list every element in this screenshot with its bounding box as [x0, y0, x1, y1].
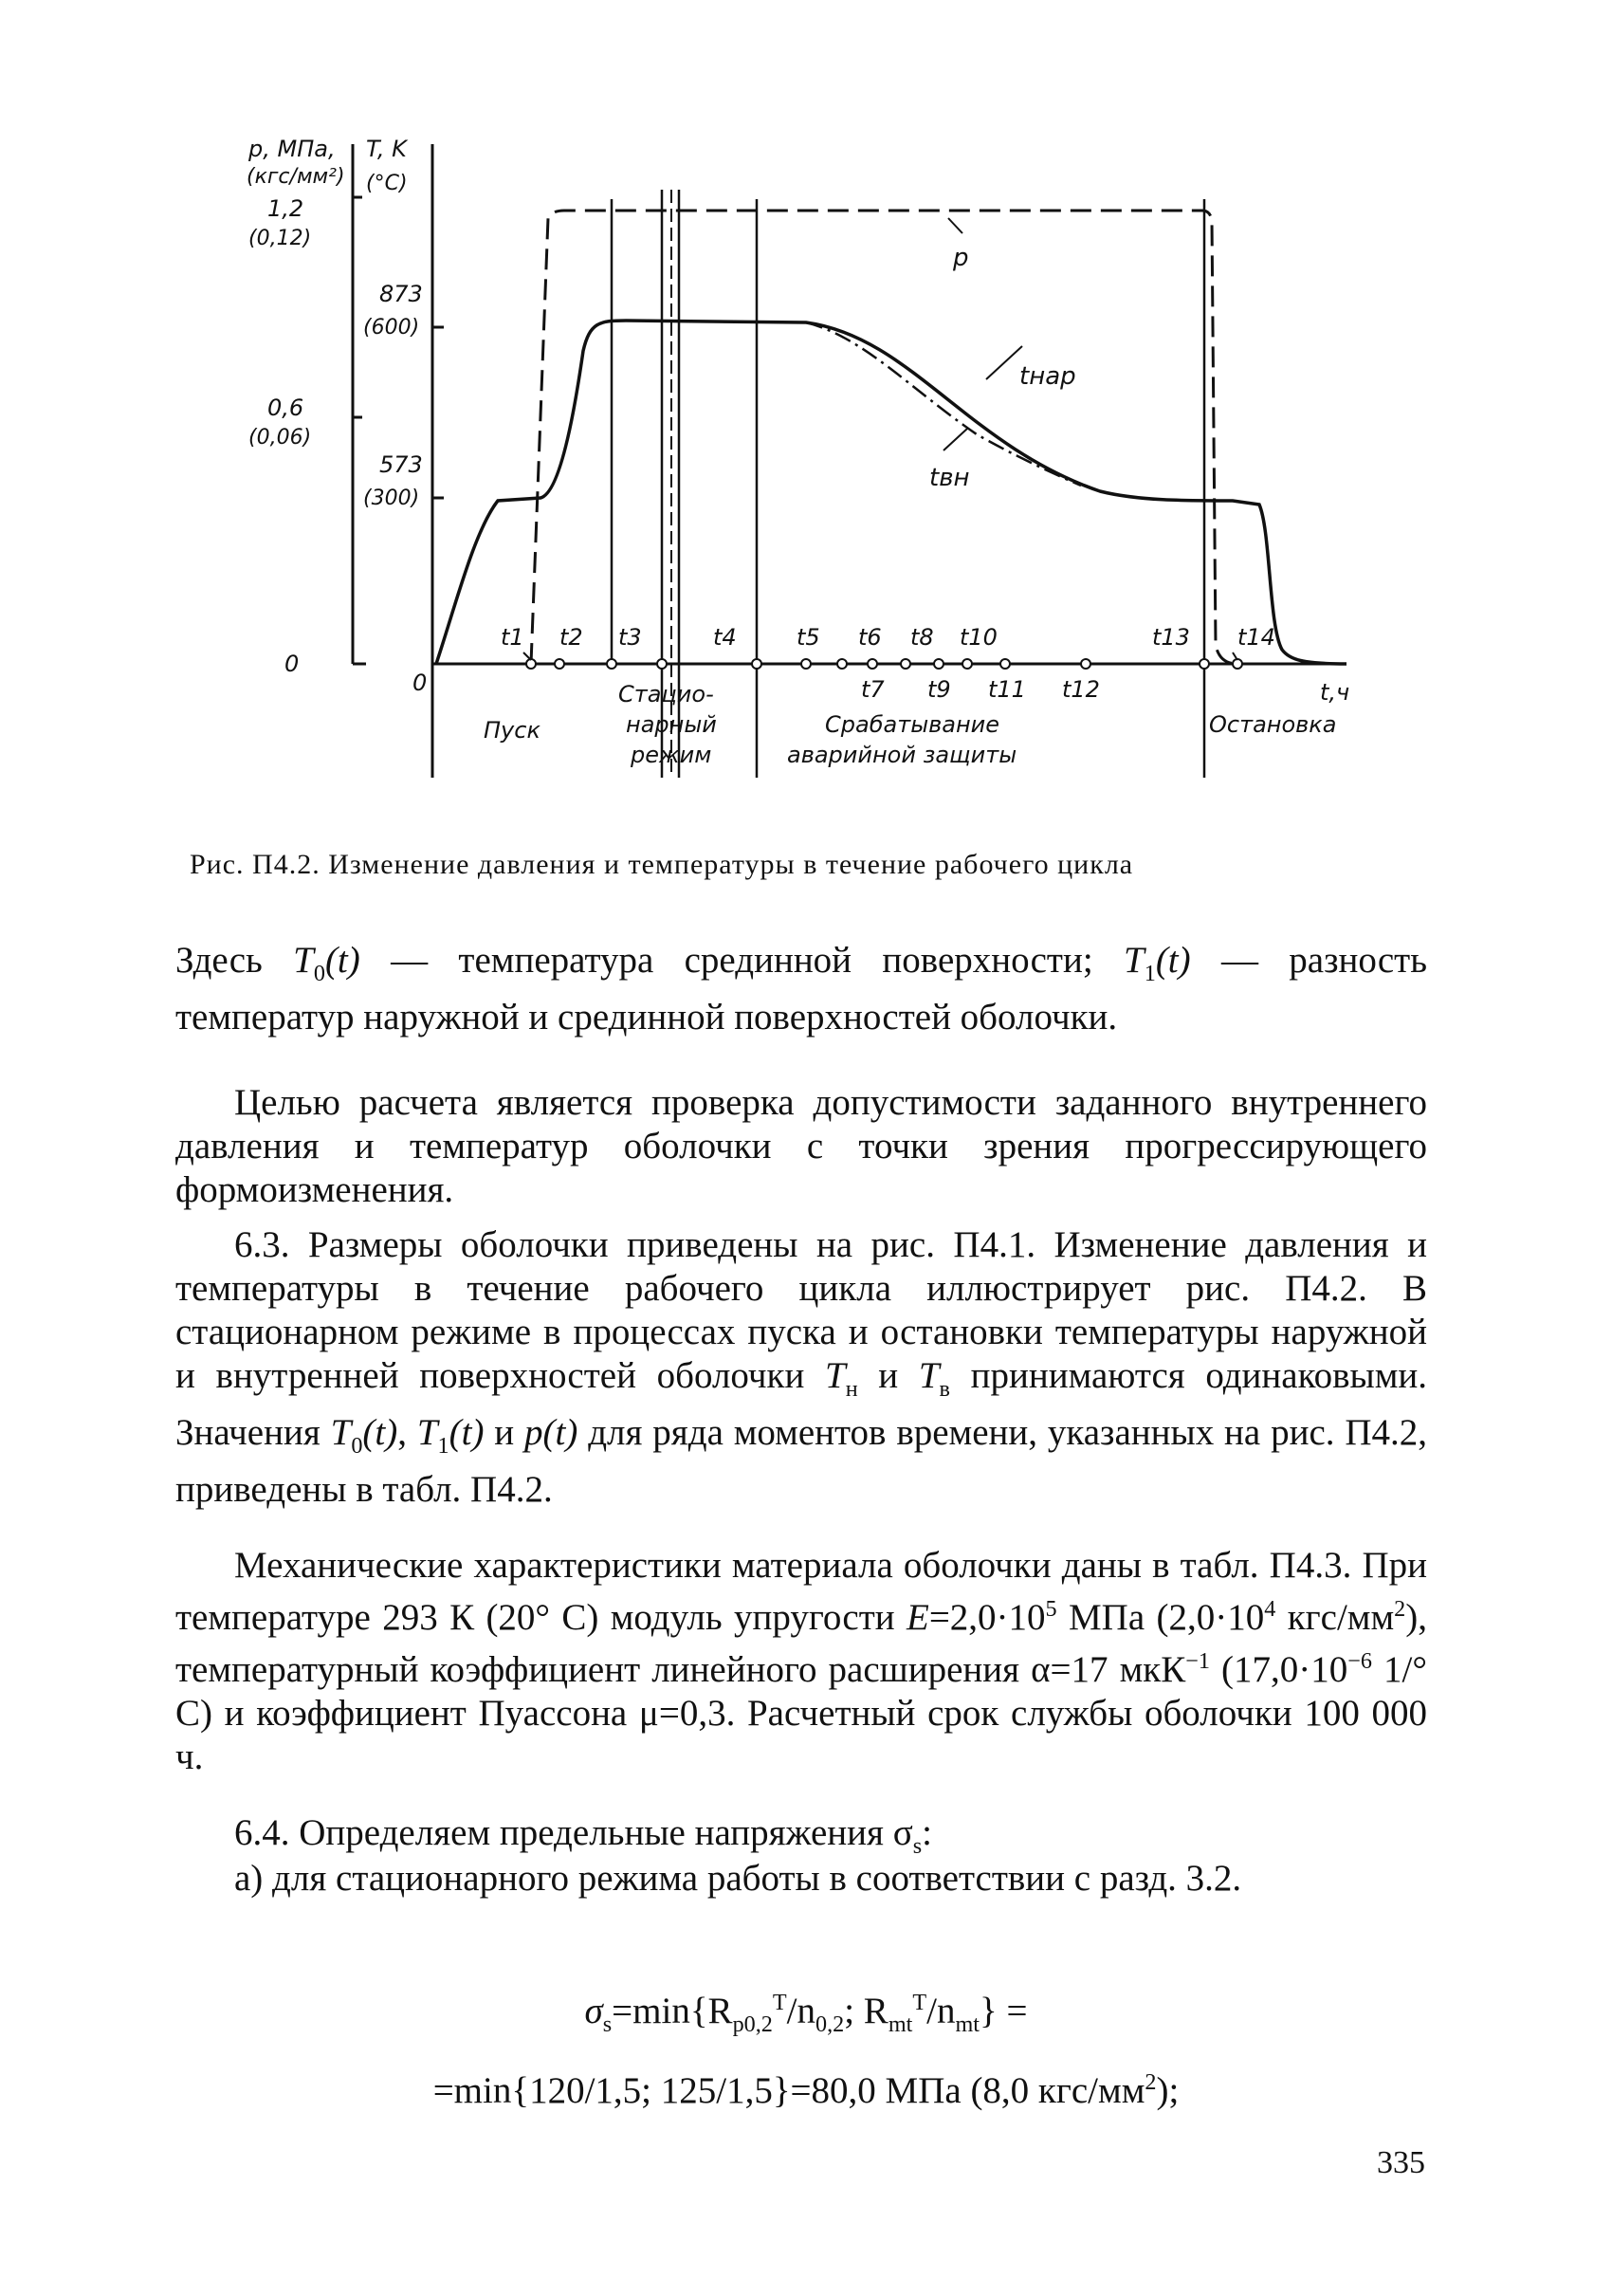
p-axis-unit: (кгс/мм²)	[247, 165, 345, 189]
p4-text-f: (17,0·10	[1209, 1649, 1348, 1690]
p-tick-0: 0	[284, 651, 300, 677]
time-label-t12: t12	[1062, 676, 1100, 703]
p1-T0-sub: 0	[313, 960, 325, 986]
time-axis-label: t,ч	[1320, 679, 1350, 706]
f1-sigma-sub: s	[602, 2011, 613, 2037]
p5-text-a: 6.4. Определяем предельные напряжения σ	[234, 1812, 913, 1853]
p3-Tv-symbol: T	[918, 1355, 940, 1396]
time-label-t9: t9	[927, 676, 951, 703]
formula-sigma-result	[0, 2069, 1612, 2112]
p5-sigma-sub: s	[912, 1832, 923, 1859]
T-axis-unit: (°C)	[366, 172, 408, 195]
curve-label-t-nar: tнар	[1019, 362, 1076, 391]
phase-start: Пуск	[484, 717, 540, 744]
p1-t-arg-1: (t)	[324, 940, 360, 981]
T-tick-573: 573	[379, 451, 423, 478]
phase-protection-1: Срабатывание	[825, 711, 1000, 738]
p3-T1-symbol: T	[416, 1411, 438, 1453]
T-tick-873-alt: (600)	[363, 316, 420, 340]
figure-caption: Рис. П4.2. Изменение давления и температуры в течение рабочего цикла	[190, 849, 1134, 880]
p1-T1-symbol: T	[1124, 940, 1145, 981]
f1-n2: /n	[926, 1991, 956, 2031]
p1-text-c: — разность температур наружной и срединной поверхностей оболочки.	[175, 940, 1428, 1038]
time-label-t13: t13	[1152, 624, 1190, 651]
time-label-t14: t14	[1237, 624, 1275, 651]
time-label-t11: t11	[988, 676, 1026, 703]
T-tick-873: 873	[379, 281, 423, 307]
p3-T1-sub: 1	[437, 1432, 449, 1459]
curve-label-p: p	[953, 244, 969, 272]
p-tick-1-2: 1,2	[267, 195, 304, 222]
p4-sup-f: −6	[1347, 1648, 1372, 1674]
f1-R2-sub: mt	[888, 2011, 913, 2037]
phase-stop: Остановка	[1209, 711, 1337, 738]
f1-R2-sup: T	[912, 1990, 927, 2015]
p-tick-0-6: 0,6	[267, 395, 304, 421]
T-tick-0: 0	[412, 670, 428, 696]
time-label-t1: t1	[501, 624, 524, 651]
curve-label-t-vn: tвн	[929, 464, 970, 492]
paragraph-material	[175, 1544, 1427, 1779]
time-label-t5: t5	[797, 624, 820, 651]
p1-text-b: — температура срединной поверхности;	[359, 940, 1125, 981]
f1-min-R: =min{R	[612, 1991, 733, 2031]
p4-sup-b: 5	[1045, 1596, 1057, 1622]
p4-text-d: кгс/мм	[1275, 1597, 1395, 1638]
time-label-t4: t4	[713, 624, 737, 651]
f2-text-b: );	[1156, 2070, 1180, 2111]
p3-t-arg-1: (t)	[362, 1411, 398, 1453]
T-tick-573-alt: (300)	[363, 487, 420, 510]
p4-sup-d: 2	[1394, 1596, 1406, 1622]
p4-E-symbol: E	[906, 1597, 929, 1638]
p-tick-1-2-alt: (0,12)	[248, 227, 312, 250]
f1-sigma: σ	[584, 1991, 603, 2031]
paragraph-stationary-mode: а) для стационарного режима работы в соответствии с разд. 3.2.	[234, 1858, 1242, 1899]
time-label-t7: t7	[861, 676, 885, 703]
formula-sigma-min	[0, 1990, 1612, 2038]
phase-stationary-1: Стацио-	[618, 681, 714, 707]
time-label-t10: t10	[960, 624, 998, 651]
phase-protection-2: аварийной защиты	[787, 742, 1017, 768]
p3-T0-symbol: T	[330, 1411, 352, 1453]
f1-R-sub: p0,2	[732, 2011, 773, 2037]
paragraph-definitions	[175, 939, 1427, 1039]
p5-text-b: :	[922, 1812, 933, 1853]
f1-n-sub: 0,2	[815, 2011, 845, 2037]
f1-R-sup: T	[772, 1990, 787, 2015]
p-tick-0-6-alt: (0,06)	[248, 426, 312, 450]
p1-T0-symbol: T	[293, 940, 314, 981]
f2-sup: 2	[1145, 2069, 1157, 2095]
page-number: 335	[1377, 2145, 1425, 2180]
p4-text-a: Механические характеристики материала оболочки даны в табл. П4.3. При температуре 293 К (20° С) модуль упругости	[175, 1545, 1427, 1638]
p1-text-a: Здесь	[175, 940, 294, 981]
p3-Tv-sub: в	[939, 1375, 950, 1402]
f1-R2: ; R	[844, 1991, 888, 2031]
p3-and: и	[857, 1355, 919, 1396]
p4-text-e: ), температурный коэффициент линейного расширения α=17 мкК	[175, 1597, 1427, 1690]
f1-n2-sub: mt	[955, 2011, 980, 2037]
p4-text-c: МПа (2,0·10	[1056, 1597, 1265, 1638]
paragraph-goal: Целью расчета является проверка допустимости заданного внутреннего давления и температур оболочки с точки зрения прогрессирующего формоизменения.	[175, 1082, 1427, 1210]
p1-t-arg-2: (t)	[1155, 940, 1191, 981]
p3-t-arg-2: (t)	[449, 1411, 485, 1453]
p1-T1-sub: 1	[1144, 960, 1156, 986]
phase-stationary-3: режим	[631, 742, 712, 768]
time-label-t8: t8	[910, 624, 934, 651]
p3-text-c: и	[484, 1411, 525, 1453]
f1-close: } =	[980, 1991, 1028, 2031]
p4-sup-e: −1	[1185, 1648, 1210, 1674]
p3-text-a: 6.3. Размеры оболочки приведены на рис. П4.1. Изменение давления и температуры в течение рабочего цикла иллюстрирует рис. П4.2. В стационарном режиме в процессах пуска и остановки температуры наружной и внутренней поверхностей оболочки	[175, 1224, 1427, 1396]
paragraph-6-3: 6.3. Размеры оболочки приведены на рис. П4.1. Изменение давления и температуры в течение рабочего цикла иллюстрирует рис. П4.2. В стационарном режиме в процессах пуска и остановки температуры наружной и внутренней поверхностей оболочки $T_н$ и $T_в$ принимаются одинаковыми. Значения $T_0(t)$, $T_1(t)$ и p(t) для ряда моментов времени, указанных на рис. П4.2, приведены в табл. П4.2.	[175, 1224, 1428, 1510]
p4-sup-c: 4	[1264, 1596, 1276, 1622]
time-label-t6: t6	[858, 624, 882, 651]
p3-Tn-symbol: T	[824, 1355, 846, 1396]
p3-p-symbol: p(t)	[524, 1411, 578, 1453]
p3-text-b: принимаются одинаковыми. Значения	[175, 1355, 1427, 1453]
p4-text-g: 1/° С) и коэффициент Пуассона μ=0,3. Расчетный срок службы оболочки 100 000 ч.	[175, 1649, 1427, 1777]
time-label-t2: t2	[559, 624, 583, 651]
time-label-t3: t3	[618, 624, 642, 651]
f2-text-a: =min{120/1,5; 125/1,5}=80,0 МПа (8,0 кгс/мм	[432, 2070, 1145, 2111]
f1-n: /n	[786, 1991, 815, 2031]
p-axis-label: p, МПа,	[248, 136, 336, 162]
phase-stationary-2: нарный	[626, 711, 717, 738]
T-axis-label: T, K	[366, 136, 407, 162]
p3-Tn-sub: н	[845, 1375, 858, 1402]
p3-T0-sub: 0	[351, 1432, 363, 1459]
p3-text-d: для ряда моментов времени, указанных на рис. П4.2, приведены в табл. П4.2.	[175, 1411, 1428, 1510]
p4-text-b: =2,0·10	[928, 1597, 1046, 1638]
pressure-temperature-diagram	[247, 133, 1384, 825]
